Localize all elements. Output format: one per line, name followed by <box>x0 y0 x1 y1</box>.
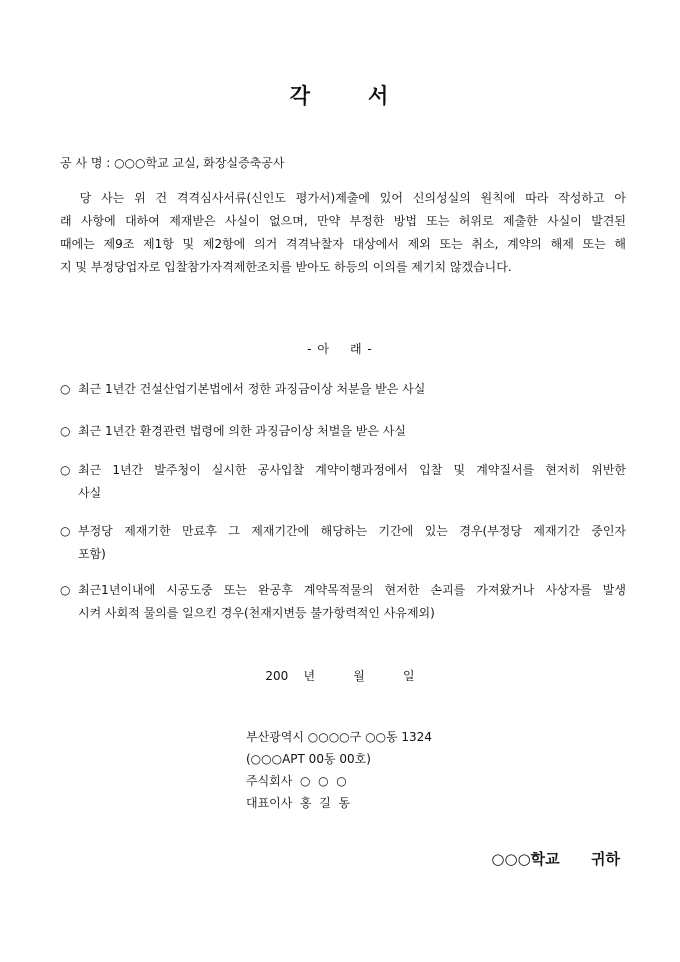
intro-paragraph <box>60 187 626 279</box>
bullet-circle-icon: ○ <box>60 524 71 538</box>
list-item-text: 최근 1년간 환경관련 법령에 의한 과징금이상 처벌을 받은 사실 <box>78 424 406 438</box>
address-line: 부산광역시 ○○○○구 ○○동 1324 <box>246 730 432 744</box>
list-item <box>60 579 626 625</box>
company-name: 주식회사 ○ ○ ○ <box>246 774 347 788</box>
list-item-text: 최근 1년간 건설산업기본법에서 정한 과징금이상 처분을 받은 사실 <box>78 382 426 396</box>
list-item-text-cont: 포함) <box>78 547 106 561</box>
list-item <box>60 378 626 401</box>
project-name-line: 공 사 명 : ○○○학교 교실, 화장실증축공사 <box>60 156 285 170</box>
date-line <box>0 667 680 684</box>
title-left-char: 각 <box>289 84 312 108</box>
arae-heading <box>0 340 680 357</box>
document-title <box>0 80 680 110</box>
bullet-circle-icon: ○ <box>60 424 71 438</box>
list-item <box>60 459 626 505</box>
date-year-unit: 년 <box>303 669 316 683</box>
intro-line: 래 사항에 대하여 제재받은 사실이 없으며, 만약 부정한 방법 또는 허위로 제출한 사실이 발견된 <box>60 214 626 228</box>
date-year: 200 <box>265 669 289 683</box>
address-apt-line: (○○○APT 00동 00호) <box>246 752 371 766</box>
list-item-text: 최근1년이내에 시공도중 또는 완공후 계약목적물의 현저한 손괴를 가져왔거나 사상자를 발생 <box>78 583 626 597</box>
recipient-suffix: 귀하 <box>591 850 620 868</box>
bullet-circle-icon: ○ <box>60 463 71 477</box>
intro-line: 때에는 제9조 제1항 및 제2항에 의거 격격낙찰자 대상에서 제외 또는 취소, 계약의 해제 또는 해 <box>60 237 626 251</box>
address-block <box>246 726 432 814</box>
intro-line: 당 사는 위 건 격격심사서류(신인도 평가서)제출에 있어 신의성실의 원칙에 따라 작성하고 아 <box>60 191 626 205</box>
date-day-unit: 일 <box>403 669 415 683</box>
date-month-unit: 월 <box>353 669 365 683</box>
ceo-name: 대표이사 홍 길 동 <box>246 796 351 810</box>
recipient-line <box>491 848 620 869</box>
bullet-circle-icon: ○ <box>60 382 71 396</box>
intro-line: 지 및 부정당업자로 입찰참가자격제한조치를 받아도 하등의 이의를 제기치 않겠습니다. <box>60 260 512 274</box>
list-item-text-cont: 사실 <box>78 486 102 500</box>
list-item-text: 부정당 제재기한 만료후 그 제재기간에 해당하는 기간에 있는 경우(부정당 제재기간 중인자 <box>78 524 626 538</box>
title-right-char: 서 <box>368 84 391 108</box>
list-item-text-cont: 시켜 사회적 물의를 일으킨 경우(천재지변등 불가항력적인 사유제외) <box>78 606 435 620</box>
arae-right: 래 - <box>350 342 373 356</box>
arae-left: - 아 <box>307 342 330 356</box>
bullet-circle-icon: ○ <box>60 583 71 597</box>
list-item-text: 최근 1년간 발주청이 실시한 공사입찰 계약이행과정에서 입찰 및 계약질서를 현저히 위반한 <box>78 463 626 477</box>
recipient-school: ○○○학교 <box>491 850 560 868</box>
list-item <box>60 520 626 566</box>
list-item <box>60 420 626 443</box>
